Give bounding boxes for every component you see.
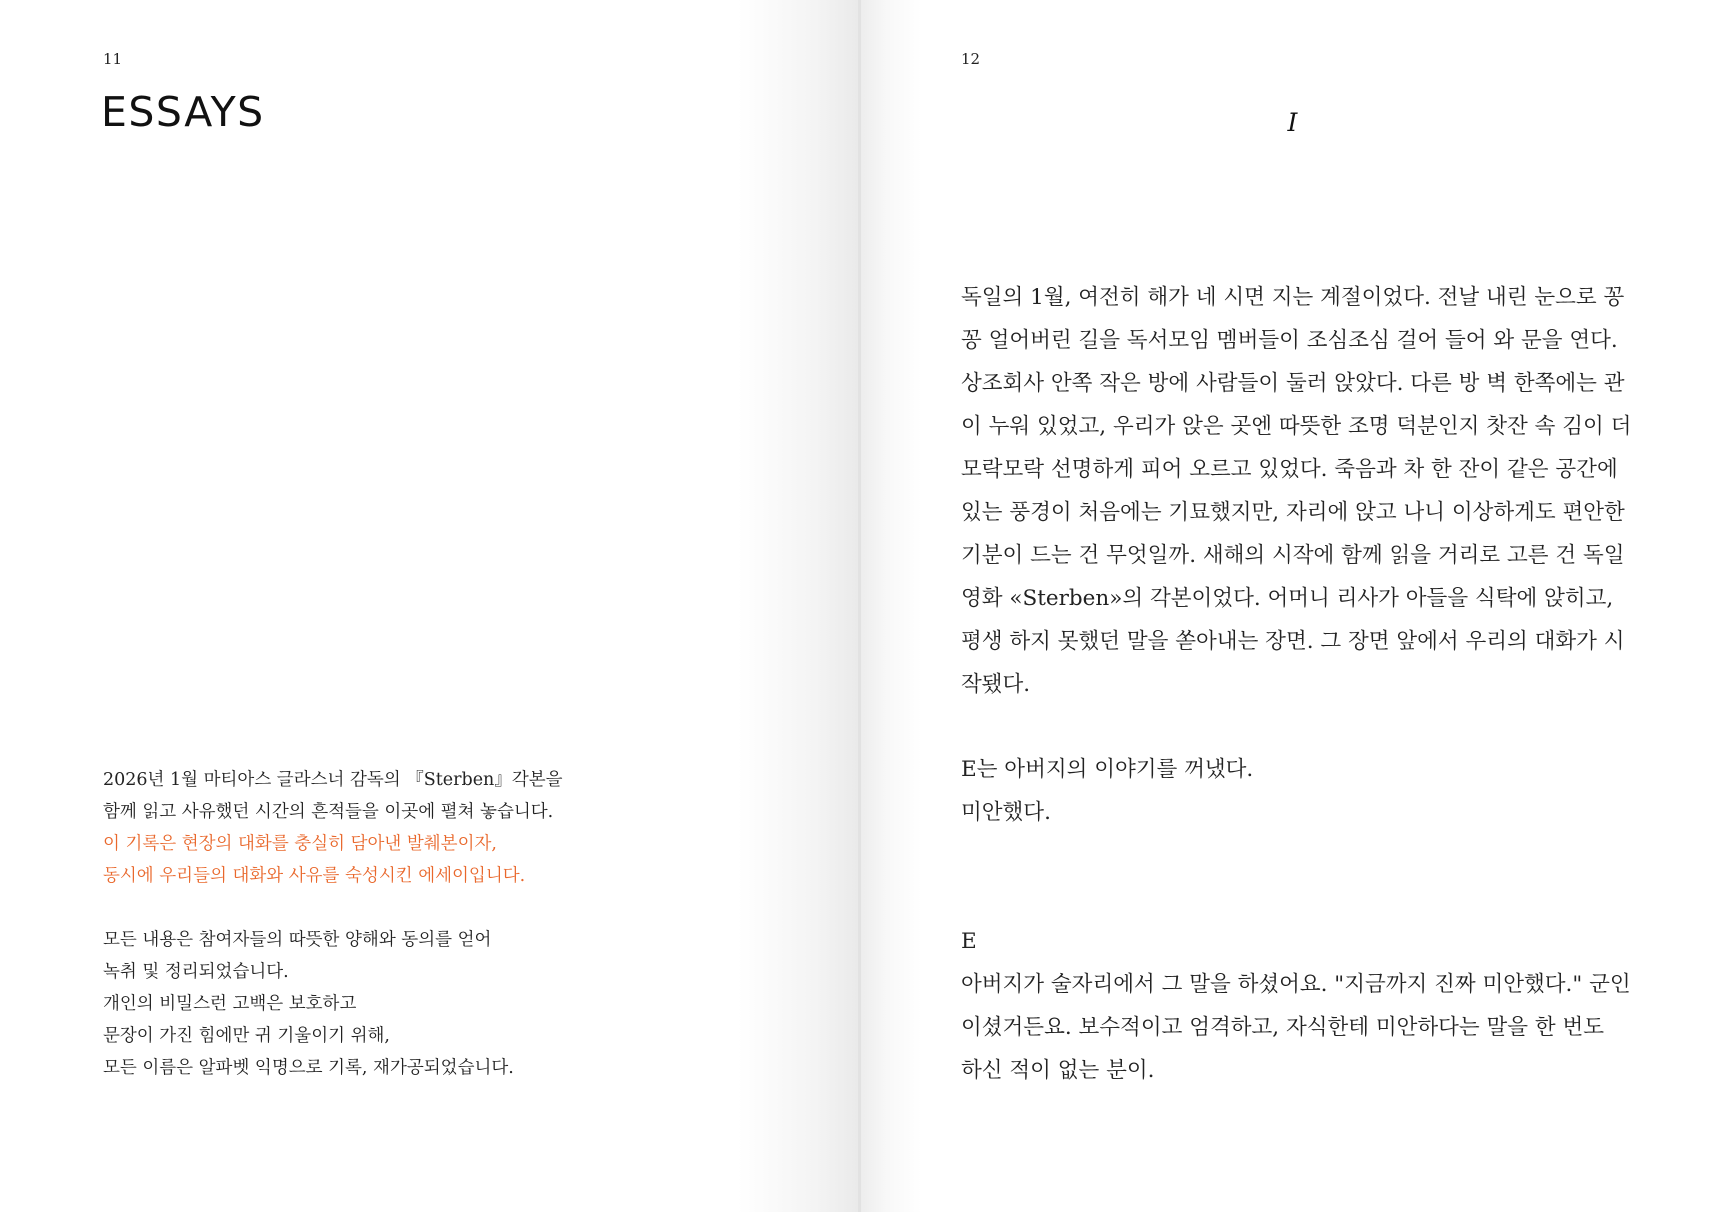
note-line: 녹취 및 정리되었습니다. (103, 962, 289, 982)
quote-line: 아버지가 술자리에서 그 말을 하셨어요. "지금까지 진짜 미안했다." 군인 (961, 972, 1631, 997)
paragraph-line: 평생 하지 못했던 말을 쏟아내는 장면. 그 장면 앞에서 우리의 대화가 시 (961, 629, 1625, 654)
paragraph-line: 기분이 드는 건 무엇일까. 새해의 시작에 함께 읽을 거리로 고른 건 독일 (961, 543, 1625, 568)
note-line: 문장이 가진 힘에만 귀 기울이기 위해, (103, 1026, 390, 1046)
section-title: ESSAYS (101, 88, 265, 136)
intro-text (103, 764, 623, 1084)
paragraph-line: 독일의 1월, 여전히 해가 네 시면 지는 계절이었다. 전날 내린 눈으로 꽁 (961, 285, 1625, 310)
note-line: 모든 이름은 알파벳 익명으로 기록, 재가공되었습니다. (103, 1058, 514, 1078)
note-line: 모든 내용은 참여자들의 따뜻한 양해와 동의를 얻어 (103, 930, 492, 950)
chapter-mark: I (1287, 108, 1298, 137)
right-page (861, 0, 1724, 1212)
quote-line: 이셨거든요. 보수적이고 엄격하고, 자식한테 미안하다는 말을 한 번도 (961, 1015, 1605, 1040)
paragraph-line: 있는 풍경이 처음에는 기묘했지만, 자리에 앉고 나니 이상하게도 편안한 (961, 500, 1625, 525)
highlight-line: 이 기록은 현장의 대화를 충실히 담아낸 발췌본이자, (103, 834, 497, 854)
essay-body (961, 276, 1632, 1092)
quote-line: 하신 적이 없는 분이. (961, 1058, 1155, 1083)
intro-line: 함께 읽고 사유했던 시간의 흔적들을 이곳에 펼쳐 놓습니다. (103, 802, 554, 822)
paragraph-gap (961, 706, 1621, 748)
short-line: E는 아버지의 이야기를 꺼냈다. (961, 757, 1254, 782)
speaker-label: E (961, 929, 977, 954)
paragraph-line: 이 누워 있었고, 우리가 앉은 곳엔 따뜻한 조명 덕분인지 찻잔 속 김이 더 (961, 414, 1632, 439)
paragraph-line: 꽁 얼어버린 길을 독서모임 멤버들이 조심조심 걸어 들어 와 문을 연다. (961, 328, 1618, 353)
highlight-line: 동시에 우리들의 대화와 사유를 숙성시킨 에세이입니다. (103, 866, 526, 886)
note-line: 개인의 비밀스런 고백은 보호하고 (103, 994, 357, 1014)
paragraph-line: 작됐다. (961, 672, 1031, 697)
paragraph-line: 영화 «Sterben»의 각본이었다. 어머니 리사가 아들을 식탁에 앉히고, (961, 586, 1614, 611)
paragraph-line: 모락모락 선명하게 피어 오르고 있었다. 죽음과 차 한 잔이 같은 공간에 (961, 457, 1618, 482)
intro-line: 2026년 1월 마티아스 글라스너 감독의 『Sterben』각본을 (103, 770, 563, 790)
page-number-right: 12 (961, 50, 981, 68)
paragraph-line: 상조회사 안쪽 작은 방에 사람들이 둘러 앉았다. 다른 방 벽 한쪽에는 관 (961, 371, 1625, 396)
short-line: 미안했다. (961, 800, 1051, 825)
left-page (0, 0, 858, 1212)
paragraph-gap (103, 892, 623, 924)
section-gap (961, 834, 1621, 920)
page-number-left: 11 (103, 50, 123, 68)
